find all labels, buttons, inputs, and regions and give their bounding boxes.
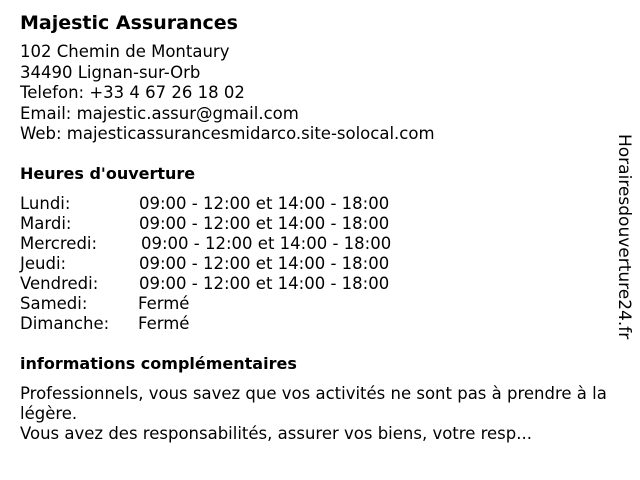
hours-time: 09:00 - 12:00 et 14:00 - 18:00: [139, 254, 390, 273]
info-paragraph: Professionnels, vous savez que vos activités ne sont pas à prendre à la légère.: [20, 384, 607, 423]
hours-time: Fermé: [138, 314, 190, 333]
hours-day: Jeudi:: [20, 254, 67, 273]
address-city: 34490 Lignan-sur-Orb: [20, 62, 201, 82]
hours-time: 09:00 - 12:00 et 14:00 - 18:00: [139, 194, 390, 213]
additional-info-heading: informations complémentaires: [20, 354, 297, 373]
email-address: Email: majestic.assur@gmail.com: [20, 103, 299, 123]
hours-time: 09:00 - 12:00 et 14:00 - 18:00: [141, 234, 392, 253]
hours-day: Mercredi:: [20, 234, 98, 253]
hours-day: Vendredi:: [20, 274, 99, 293]
hours-day: Mardi:: [20, 214, 72, 233]
business-name: Majestic Assurances: [20, 12, 238, 34]
additional-info-text: [20, 384, 632, 444]
watermark-text: Horairesdouverture24.fr: [614, 134, 634, 340]
contact-block: [20, 42, 435, 145]
info-paragraph: Vous avez des responsabilités, assurer vos biens, votre resp...: [20, 424, 532, 443]
hours-day: Dimanche:: [20, 314, 110, 333]
hours-day: Samedi:: [20, 294, 88, 313]
hours-time: Fermé: [138, 294, 190, 313]
address-street: 102 Chemin de Montaury: [20, 42, 230, 61]
phone-number: Telefon: +33 4 67 26 18 02: [20, 83, 245, 102]
website: Web: majesticassurancesmidarco.site-solocal.com: [20, 124, 435, 143]
hours-day: Lundi:: [20, 194, 71, 213]
hours-time: 09:00 - 12:00 et 14:00 - 18:00: [139, 274, 390, 293]
opening-hours-heading: Heures d'ouverture: [20, 164, 196, 183]
hours-time: 09:00 - 12:00 et 14:00 - 18:00: [139, 214, 390, 233]
